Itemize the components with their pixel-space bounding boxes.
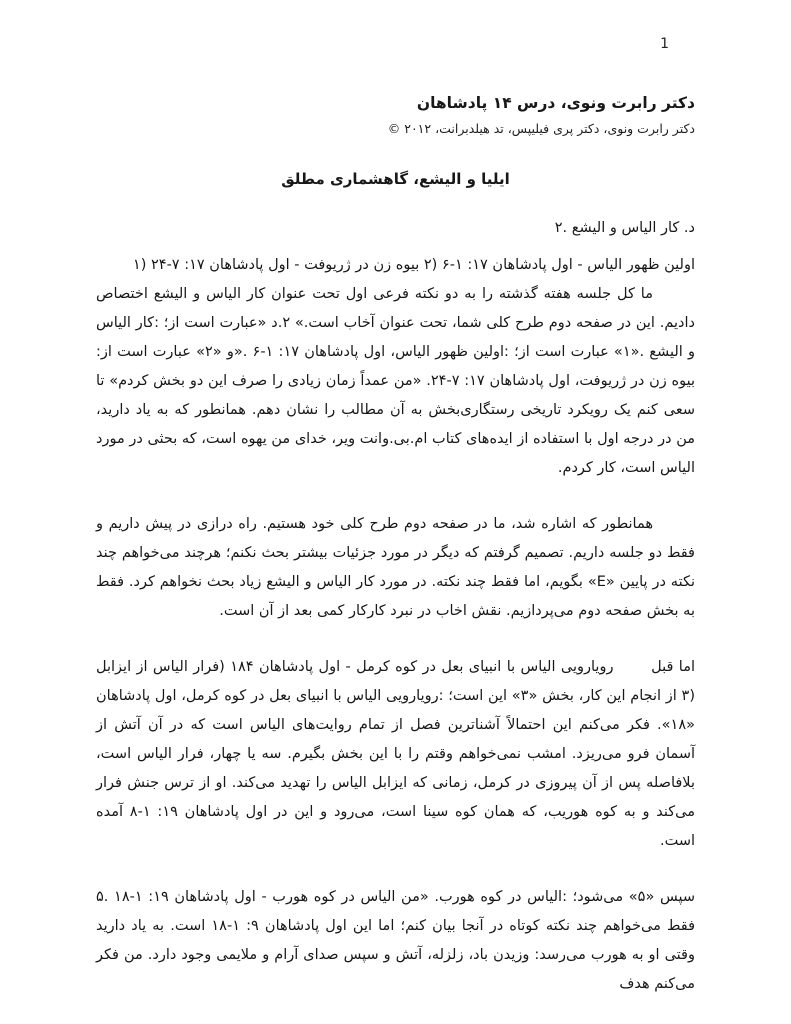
section-subtitle: ایلیا و الیشع، گاهشماری مطلق	[281, 170, 510, 188]
document-header	[96, 92, 695, 138]
copyright-line: دکتر رابرت ونوی، دکتر پری فیلیپس، تد هیلدبرانت، ۲۰۱۲ ©	[387, 121, 695, 136]
document-body	[96, 214, 695, 999]
paragraph-1: ما کل جلسه هفته گذشته را به دو نکته فرعی اول تحت عنوان کار الیاس و الیشع اختصاص دادیم. این در صفحه دوم طرح کلی شما، تحت عنوان آخاب است.» ۲.د «عبارت است از؛ :کار الیاس و الیشع .«۱» عبارت است از؛ :اولین ظهور الیاس، اول پادشاهان ۱۷: ۱-۶ .«و «۲» عبارت است از: بیوه زن در ژریوفت، اول پادشاهان ۱۷: ۷-۲۴. «من عمداً زمان زیادی را صرف این دو بخش کردم» تا سعی کنم یک رویکرد تاریخی رستگاری‌بخش به آن مطالب را نشان دهم. همانطور که به یاد دارید، من در درجه اول با استفاده از ایده‌های کتاب ام.بی.وانت ویر، خدای من یهوه است، که بحثی در مورد الیاس است، کار کردم.	[96, 286, 696, 476]
paragraph-3: اما قبل رویارویی الیاس با انبیای بعل در کوه کرمل - اول پادشاهان ۱۸۴ (فرار الیاس از ایزابل (۳ از انجام این کار، بخش «۳» این است؛ :رویارویی الیاس با انبیای بعل در کوه کرمل، اول پادشاهان «۱۸». فکر می‌کنم این احتمالاً آشناترین فصل از تمام روایت‌های الیاس است که در آن آتش از آسمان فرو می‌ریزد. امشب نمی‌خواهم وقتم را با این بخش بگیرم. سه یا چهار، فرار الیاس است، بلافاصله پس از آن پیروزی در کرمل، زمانی که ایزابل الیاس را تهدید می‌کند. او از ترس جنش فرار می‌کند و به کوه هوریب، که همان کوه سینا است، می‌رود و این در اول پادشاهان ۱۹: ۱-۸ آمده است.	[96, 659, 695, 849]
paragraph-2: همانطور که اشاره شد، ما در صفحه دوم طرح کلی خود هستیم. راه درازی در پیش داریم و فقط دو جلسه داریم. تصمیم گرفتم که دیگر در مورد جزئیات بیشتر بحث نکنم؛ هرچند می‌خواهم چند نکته در پایین «E» بگویم، اما فقط چند نکته. در مورد کار الیاس و الیشع زیاد بحث نخواهم کرد. فقط به بخش صفحه دوم می‌پردازیم. نقش اخاب در نبرد کارکار کمی بعد از آن است.	[96, 516, 695, 619]
paragraph-1-lead: اولین ظهور الیاس - اول پادشاهان ۱۷: ۱-۶ (۲ بیوه زن در ژریوفت - اول پادشاهان ۱۷: ۷-۲۴ (۱	[132, 257, 695, 273]
paragraph-4: سپس «۵» می‌شود؛ :الیاس در کوه هورب. «من الیاس در کوه هورب - اول پادشاهان ۱۹: ۱-۱۸ .۵ فقط می‌خواهم چند نکته کوتاه در آنجا بیان کنم؛ اما این اول پادشاهان ۹: ۱-۱۸ است. به یاد دارید وقتی او به هورب می‌رسد: وزیدن باد، زلزله، آتش و سپس صدای آرام و ملایمی وجود دارد. من فکر می‌کنم هدف	[96, 889, 695, 992]
page-number: 1	[660, 36, 669, 52]
document-title: دکتر رابرت ونوی، درس ۱۴ پادشاهان	[416, 94, 695, 112]
outline-heading: د. کار الیاس و الیشع .۲	[554, 220, 695, 236]
